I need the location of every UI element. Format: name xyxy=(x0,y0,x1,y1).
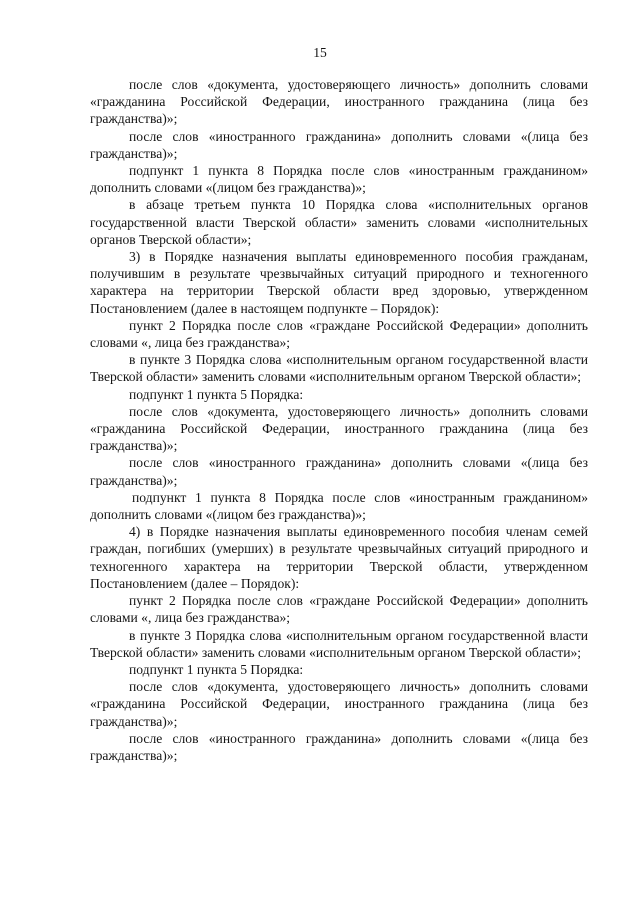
document-body xyxy=(90,76,588,764)
paragraph: после слов «документа, удостоверяющего личность» дополнить словами «гражданина Российской Федерации, иностранного гражданина (лица без гражданства)»; xyxy=(90,679,588,729)
paragraph: подпункт 1 пункта 8 Порядка после слов «иностранным гражданином» дополнить словами «(лицом без гражданства)»; xyxy=(90,163,588,196)
paragraph: после слов «иностранного гражданина» дополнить словами «(лица без гражданства)»; xyxy=(90,455,588,488)
paragraph: в абзаце третьем пункта 10 Порядка слова «исполнительных органов государственной власти Тверской области» заменить словами «исполнительных органов Тверской области»; xyxy=(90,197,588,247)
paragraph: после слов «иностранного гражданина» дополнить словами «(лица без гражданства)»; xyxy=(90,730,588,763)
paragraph: 4) в Порядке назначения выплаты единовременного пособия членам семей граждан, погибших (умерших) в результате чрезвычайных ситуаций природного и техногенного характера на территории Тверской области, утвержденном Постановлением (далее – Порядок): xyxy=(90,524,588,591)
paragraph: в пункте 3 Порядка слова «исполнительным органом государственной власти Тверской области» заменить словами «исполнительным органом Тверской области»; xyxy=(90,352,588,385)
paragraph: подпункт 1 пункта 8 Порядка после слов «иностранным гражданином» дополнить словами «(лицом без гражданства)»; xyxy=(90,489,588,523)
paragraph: после слов «документа, удостоверяющего личность» дополнить словами «гражданина Российской Федерации, иностранного гражданина (лица без гражданства)»; xyxy=(90,403,588,454)
paragraph: 3) в Порядке назначения выплаты единовременного пособия гражданам, получившим в результате чрезвычайных ситуаций природного и техногенного характера на территории Тверской области вред здоровью, утвержденном Постановлением (далее в настоящем подпункте – Порядок): xyxy=(90,249,588,316)
paragraph: подпункт 1 пункта 5 Порядка: xyxy=(129,386,304,402)
paragraph: в пункте 3 Порядка слова «исполнительным органом государственной власти Тверской области» заменить словами «исполнительным органом Тверской области»; xyxy=(90,627,588,660)
paragraph: после слов «иностранного гражданина» дополнить словами «(лица без гражданства)»; xyxy=(90,128,588,161)
page-number: 15 xyxy=(313,45,327,60)
paragraph: пункт 2 Порядка после слов «граждане Российской Федерации» дополнить словами «, лица без гражданства»; xyxy=(90,593,588,626)
paragraph: подпункт 1 пункта 5 Порядка: xyxy=(129,661,304,677)
paragraph: после слов «документа, удостоверяющего личность» дополнить словами «гражданина Российской Федерации, иностранного гражданина (лица без гражданства)»; xyxy=(90,77,588,127)
paragraph: пункт 2 Порядка после слов «граждане Российской Федерации» дополнить словами «, лица без гражданства»; xyxy=(90,317,588,351)
